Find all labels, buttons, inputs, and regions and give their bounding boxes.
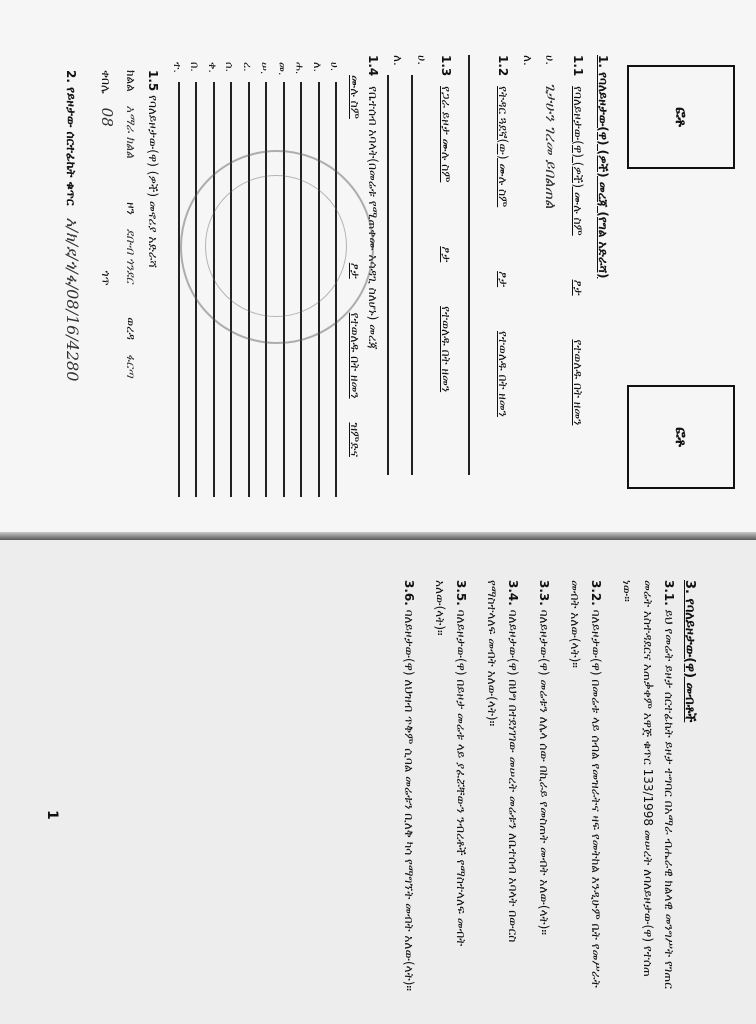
para-number: 3.1. [662, 580, 676, 606]
paragraph-3-5 [429, 580, 471, 1000]
q2-certificate [62, 70, 82, 381]
paragraph-3-3 [533, 580, 554, 1000]
addr-value: ደቡብ ጎንደር [124, 228, 138, 284]
col-birth: የተወለዱ በት ዘመን [348, 312, 362, 399]
addr-value: ፋርጣ [124, 353, 138, 378]
address-row-2 [98, 70, 116, 296]
q-label: የቤተሰብ አባላት(በመሬቱ የሚጠቀሙ አሳዳጊ ስለሆኑ) መረጃ [366, 86, 380, 350]
row-b [520, 55, 535, 66]
certificate-number-handwritten: አ/ክ/ደ/ጎ/ፋ/08/16/4280 [63, 217, 82, 382]
row-letter: ሀ. [543, 55, 557, 66]
official-stamp-inner [205, 175, 347, 317]
row-a [542, 55, 560, 209]
family-row-letter: ለ. [310, 62, 324, 72]
q1-5-header [145, 70, 160, 268]
family-row-letter: መ. [275, 62, 289, 76]
family-row-letter: ረ. [240, 62, 254, 72]
col-birth: የተወለዱ በት ዘመን [439, 306, 453, 393]
addr-label: ቀበሌ [99, 70, 113, 94]
col-relation: ዝምድና [348, 422, 362, 457]
q-number: 1.5 [146, 70, 160, 92]
q1-4-header [365, 55, 380, 350]
col-name: ሙሉ ስም [348, 75, 362, 119]
col-birth: የተወለዱ በት ዘመን [571, 339, 585, 426]
q-number: 1.1 [571, 55, 585, 77]
row-letter: ለ. [391, 55, 405, 66]
addr-value: 08 [98, 107, 116, 127]
bottom-page [0, 540, 756, 1024]
family-row-letter: በ. [188, 62, 201, 72]
blank-line [411, 75, 413, 475]
family-row-letter: ቀ. [205, 62, 219, 73]
para-number: 3.2. [589, 580, 603, 606]
addr-label: ወረዳ [124, 317, 138, 340]
section-3-title: 3. የባለይዞታው(ዋ) መብቶች [682, 580, 697, 723]
photo-label: ፎቶ [672, 107, 690, 127]
q-number: 1.4 [366, 55, 380, 77]
section-1-title: 1. የባለይዞታው(ዋ) (ዎች) መረጃ (የግል አድራሻ) [596, 55, 610, 279]
para-text: ባለይዞታው(ዋ) በመሬቱ ላይ ሰብል የመዝራትና ዛፍ የመትከል እንዲሁም ቤት የመሥራት መብት አለው(ላት)። [568, 580, 603, 988]
q-label: የባለይዞታው(ዋ) (ዎች) መኖሪያ አድራሻ [146, 95, 160, 268]
address-row-1 [123, 70, 138, 378]
page-number: 1 [44, 810, 60, 820]
q-number: 1.3 [439, 55, 453, 77]
para-text: ባለይዞታው(ዋ) መሬቱን ለሌላ ሰው በኪራይ የመስጠት መብት አለው(ላት)። [537, 609, 551, 935]
para-number: 3.3. [537, 580, 551, 606]
q1-2-header [495, 55, 510, 417]
paragraph-3-1 [616, 580, 679, 1000]
holder-name-handwritten: ጌታሁን ገረመ ይበልጠል [542, 82, 560, 209]
family-row-letter: ሐ. [293, 62, 306, 75]
paragraph-3-4 [481, 580, 523, 1000]
family-row-letter: ተ. [170, 62, 184, 73]
q1-3-header [438, 55, 453, 392]
row-letter-b [390, 55, 405, 66]
photo-label: ፎቶ [672, 427, 690, 447]
addr-label: ክልል [124, 70, 138, 92]
q-label: የትዳር ጓደኛ(ው) ሙሉ ስም [496, 86, 510, 208]
para-number: 3.6. [402, 580, 416, 606]
q-label: የባለይዞታው(ዋ) (ዎች) ሙሉ ስም [571, 86, 585, 236]
para-text: ይህ የመሬት ይዞታ ሰርተፊኬት ይዞታ ተግባር በአማራ ብሔራዊ ክልላዊ መንግሥት የገጠር መሬት አስተዳደርና አጠቃቀም አዋጅ ቁጥር 133/1998 መሠረት ለባለይዞታው(ዋ) የተሰጠ ነው። [620, 580, 676, 989]
addr-label: ጎጥ [99, 270, 113, 286]
q-label: የጋራ ይዞታ ሙሉ ስም [439, 86, 453, 183]
family-row-letter: ሠ. [258, 62, 271, 75]
col-gender: ፆታ [348, 262, 362, 279]
row-letter-a [414, 55, 429, 65]
section-3-rights [388, 580, 700, 1000]
photo-box-left [627, 65, 735, 169]
photo-box-right [627, 385, 735, 489]
addr-label: ዞን [124, 202, 138, 215]
blank-line [387, 75, 389, 475]
para-number: 3.5. [454, 580, 468, 606]
family-row-letter: ሰ. [223, 62, 236, 72]
col-birth: የተወለዱ በት ዘመን [496, 330, 510, 417]
col-gender: ፆታ [571, 279, 585, 296]
blank-line [468, 55, 470, 475]
paragraph-3-2 [564, 580, 606, 1000]
col-gender: ፆታ [496, 271, 510, 288]
row-letter: ለ. [521, 55, 535, 66]
q-number: 1.2 [496, 55, 510, 77]
para-text: ባለይዞታው(ዋ) ለህዝብ ጥቅም ሲባል መሬቱን ቢለቅ ካሳ የማግኘት መብት አለው(ላት)። [402, 609, 416, 992]
row-letter: ሀ. [415, 55, 429, 66]
q-label: 2. የይዞታው ሰርተፊኬት ቁጥር [64, 70, 78, 206]
family-row-letter: ሀ. [328, 62, 341, 72]
para-text: ባለይዞታው(ዋ) በይዞታ መሬቱ ላይ ያፈሯቸውን ንብረቶች የማስተላለፍ መብት አለው(ላት)። [433, 580, 468, 947]
para-number: 3.4. [506, 580, 520, 606]
col-gender: ፆታ [439, 246, 453, 263]
paragraph-3-6 [398, 580, 419, 1000]
para-text: ባለይዞታው(ዋ) በህግ በተደነገገው መሠረት መሬቱን ለቤተሰብ አባላት በውርስ የማስተላለፍ መብት አለው(ላት)። [485, 580, 520, 943]
family-row-line [178, 82, 180, 497]
q1-1-header [570, 55, 585, 425]
addr-value: አማራ ክልል [124, 105, 138, 159]
